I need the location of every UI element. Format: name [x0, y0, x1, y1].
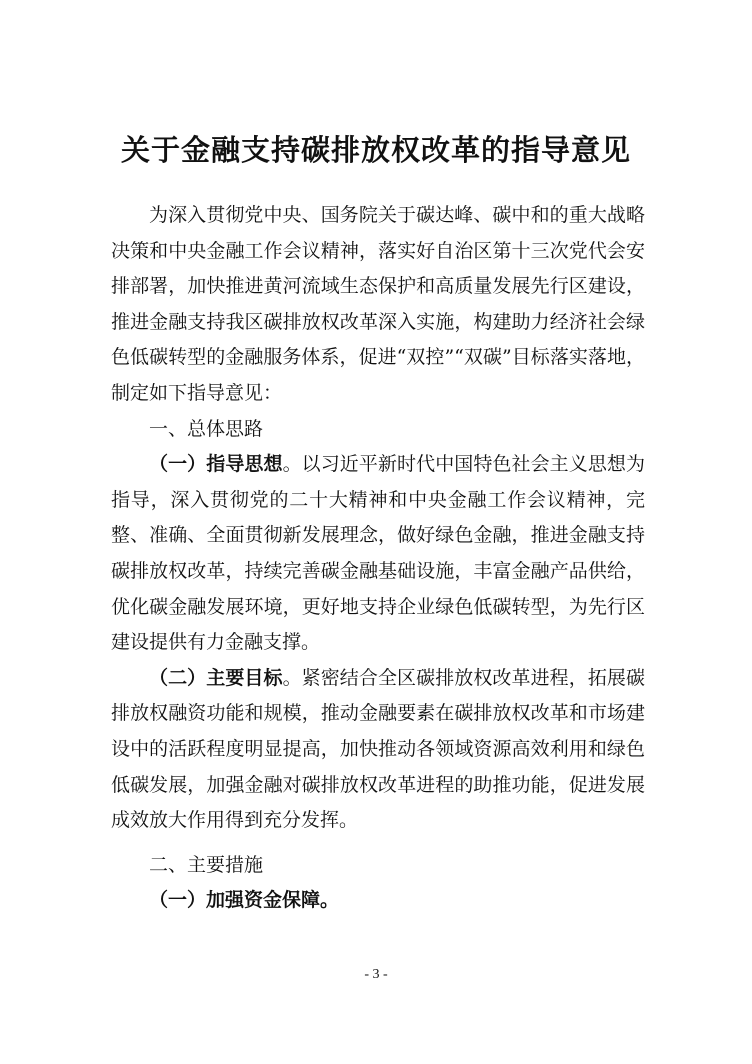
- main-goals-text: 。紧密结合全区碳排放权改革进程，拓展碳排放权融资功能和规模，推动金融要素在碳排放权改革和市场建设中的活跃程度明显提高，加快推动各领域资源高效利用和绿色低碳发展，加强金融对碳排放权改革进程的助推功能，促进发展成效放大作用得到充分发挥。: [111, 666, 645, 832]
- section-spacer: [111, 839, 645, 848]
- intro-paragraph: 为深入贯彻党中央、国务院关于碳达峰、碳中和的重大战略决策和中央金融工作会议精神，落实好自治区第十三次党代会安排部署，加快推进黄河流域生态保护和高质量发展先行区建设，推进金融支持我区碳排放权改革深入实施，构建助力经济社会绿色低碳转型的金融服务体系，促进“双控”“双碳”目标落实落地，制定如下指导意见：: [111, 204, 645, 404]
- section-heading-overall-approach: 一、总体思路: [149, 417, 264, 440]
- guiding-ideology-paragraph: [111, 447, 645, 661]
- page-number: - 3 -: [364, 967, 388, 982]
- funding-guarantee-paragraph: [111, 883, 645, 919]
- main-goals-label: （二）主要目标: [149, 666, 283, 689]
- guiding-ideology-text: 。以习近平新时代中国特色社会主义思想为指导，深入贯彻党的二十大精神和中央金融工作会议精神，完整、准确、全面贯彻新发展理念，做好绿色金融，推进金融支持碳排放权改革，持续完善碳金融基础设施，丰富金融产品供给，优化碳金融发展环境，更好地支持企业绿色低碳转型，为先行区建设提供有力金融支撑。: [111, 453, 645, 654]
- document-body: [111, 198, 645, 919]
- guiding-ideology-label: （一）指导思想: [149, 453, 283, 476]
- funding-guarantee-label: （一）加强资金保障。: [149, 889, 340, 912]
- section-heading-main-measures: 二、主要措施: [149, 853, 264, 876]
- main-goals-paragraph: [111, 661, 645, 839]
- document-title: 关于金融支持碳排放权改革的指导意见: [120, 133, 631, 167]
